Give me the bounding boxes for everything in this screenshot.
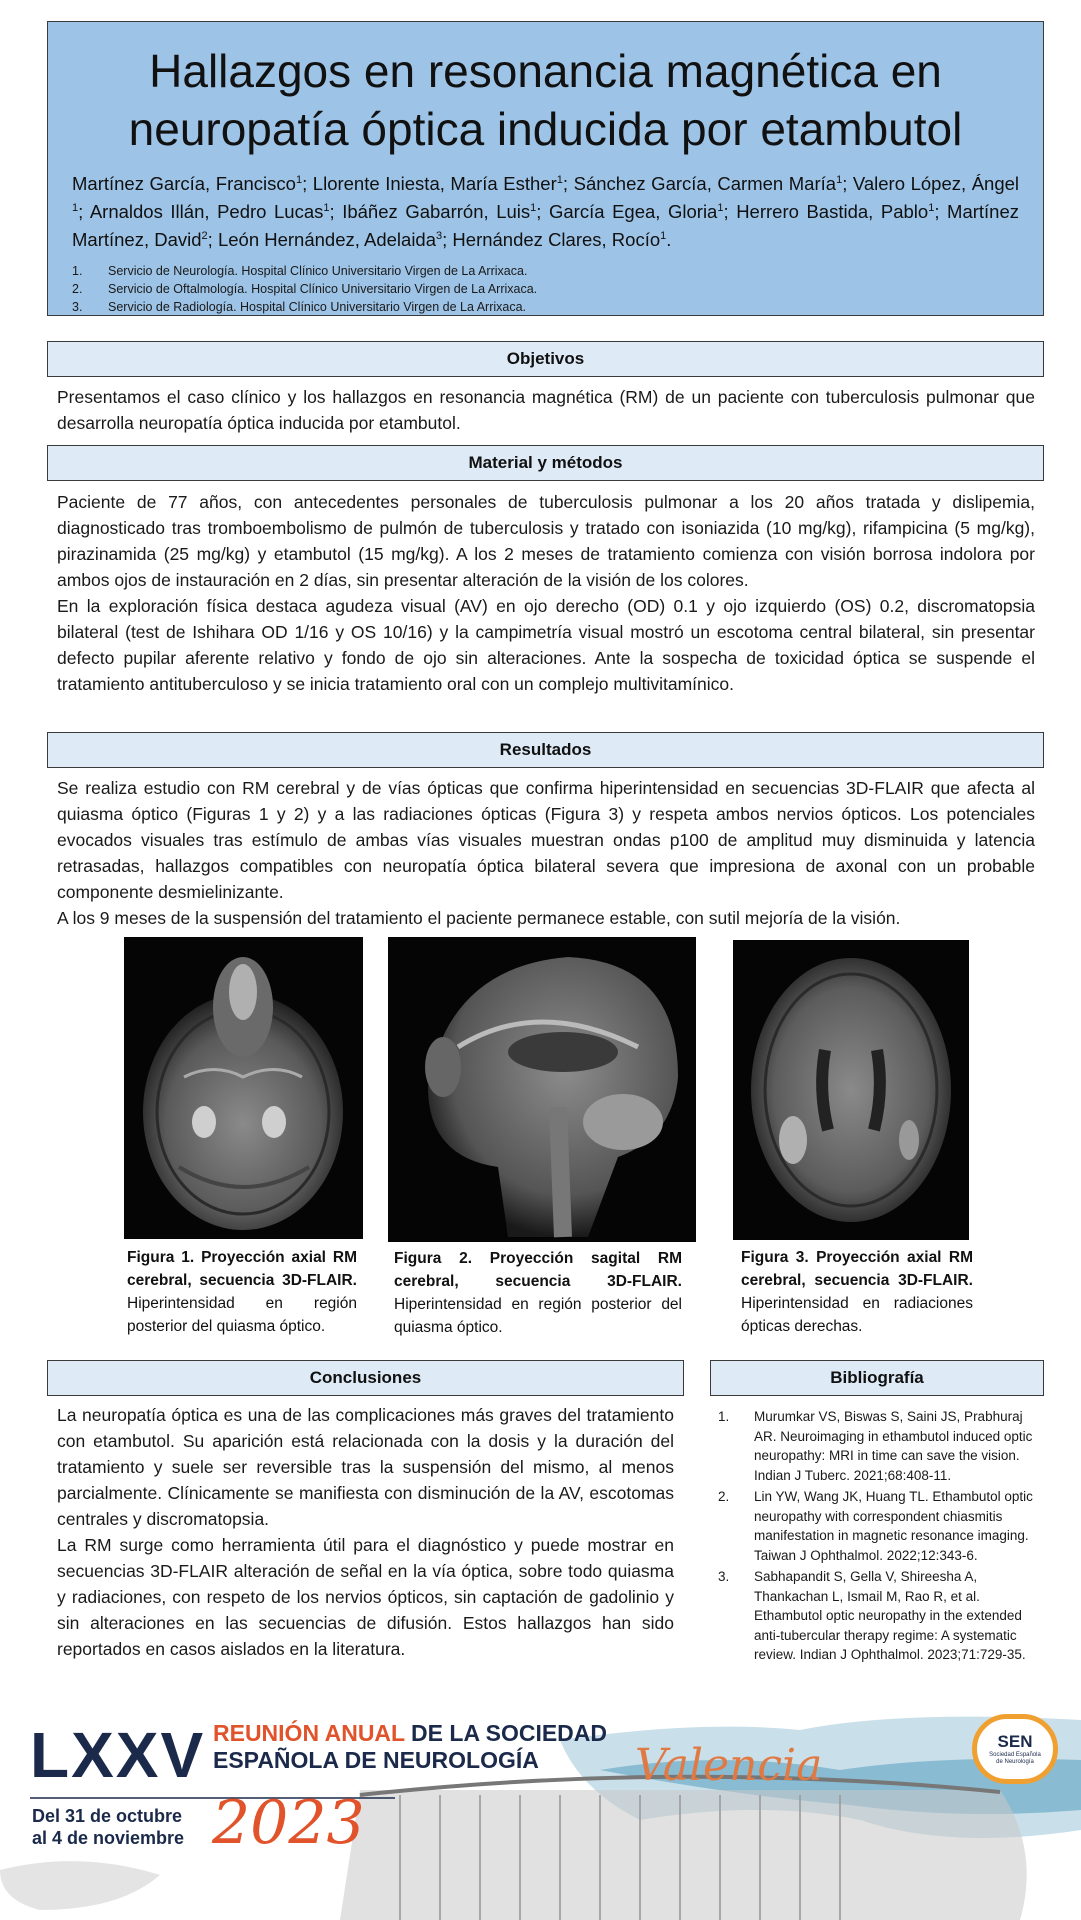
congress-city: Valencia xyxy=(635,1740,823,1791)
figure-1-caption-title: Figura 1. Proyección axial RM cerebral, secuencia 3D-FLAIR. xyxy=(127,1249,357,1289)
author-name: García Egea, Gloria xyxy=(548,201,718,223)
author-name: Martínez Martínez, David xyxy=(72,201,1020,251)
figure-2-caption-text: Hiperintensidad en región posterior del quiasma óptico. xyxy=(394,1296,682,1336)
affiliation-number: 1. xyxy=(72,264,83,279)
objetivos-text xyxy=(57,384,1035,436)
affiliation-item xyxy=(72,280,1043,298)
congress-name-part: ESPAÑOLA DE NEUROLOGÍA xyxy=(213,1747,539,1773)
poster-header xyxy=(47,21,1044,316)
affiliation-text: Servicio de Radiología. Hospital Clínico Universitario Virgen de La Arrixaca. xyxy=(108,300,527,315)
resultados-paragraph-1: Se realiza estudio con RM cerebral y de vías ópticas que confirma hiperintensidad en secuencias 3D-FLAIR que afecta al quiasma óptico (Figuras 1 y 2) y a las radiaciones ópticas (Figura 3) y respeta ambos nervios ópticos. Los potenciales evocados visuales tras estímulo de ambas vías visuales muestran ondas p100 de amplitud muy disminuida y latencia retrasadas, hallazgos compatibles con neuropatía óptica bilateral severa que impresiona de axonal con un probable componente desmielinizante. xyxy=(57,778,1035,902)
figure-3-mri-image xyxy=(733,940,969,1240)
title-line-1: Hallazgos en resonancia magnética en xyxy=(149,45,942,97)
affiliation-item xyxy=(72,298,1043,316)
author-name: Hernández Clares, Rocío xyxy=(452,229,661,251)
congress-dates xyxy=(32,1805,184,1849)
reference-item xyxy=(718,1407,1040,1485)
metodos-paragraph-2: En la exploración física destaca agudeza visual (AV) en ojo derecho (OD) 0.1 y ojo izquierdo (OS) 0.2, discromatopsia bilateral (test de Ishihara OD 1/16 y OS 10/16) y la campimetría visual mostró un escotoma central bilateral, sin presentar defecto pupilar aferente relativo y fondo de ojo sin alteraciones. Ante la sospecha de toxicidad óptica se suspende el tratamiento antituberculoso y se inicia tratamiento oral con un complejo multivitamínico. xyxy=(57,596,1035,694)
metodos-paragraph-1: Paciente de 77 años, con antecedentes personales de tuberculosis pulmonar a los 20 años tratada y dislipemia, diagnosticado tras tromboembolismo de pulmón de tuberculosis y tratado con isoniazida (10 mg/kg), rifampicina (5 mg/kg), pirazinamida (25 mg/kg) y etambutol (15 mg/kg). A los 2 meses de tratamiento comienza con visión borrosa indolora por ambos ojos de instauración en 2 días, sin presentar alteración de la visión de los colores. xyxy=(57,492,1035,590)
sen-logo-subtext-2: de Neurología xyxy=(996,1759,1034,1765)
author-affiliation-number: 2 xyxy=(201,230,208,243)
author-affiliation-number: 1 xyxy=(928,202,935,215)
bibliografia-heading: Bibliografía xyxy=(710,1360,1044,1396)
figure-3-caption-text: Hiperintensidad en radiaciones ópticas derechas. xyxy=(741,1295,973,1335)
author-list: Martínez García, Francisco$^1$; Llorente Iniesta, María Esther$^1$; Sánchez García, Carmen María$^1$; Valero López, Ángel $^1$; Arnaldos Illán, Pedro Lucas$^1$; Ibáñez Gabarrón, Luis$^1$; García Egea, Gloria$^1$; Herrero Bastida, Pablo$^1$; Martínez Martínez, David$^2$; León Hernández, Adelaida$^3$; Hernández Clares, Rocío$^1$. xyxy=(72,173,1020,251)
congress-name-part: DE LA SOCIEDAD xyxy=(404,1720,607,1746)
author-name: Arnaldos Illán, Pedro Lucas xyxy=(89,201,324,223)
affiliation-text: Servicio de Neurología. Hospital Clínico Universitario Virgen de La Arrixaca. xyxy=(108,264,528,279)
author-name: Martínez García, Francisco xyxy=(72,173,296,195)
figure-2-caption-title: Figura 2. Proyección sagital RM cerebral, secuencia 3D-FLAIR. xyxy=(394,1250,682,1290)
reference-text: Sabhapandit S, Gella V, Shireesha A, Thankachan L, Ismail M, Rao R, et al. Ethambutol optic neuropathy in the extended anti-tubercular therapy regime: A systematic review. Indian J Ophthalmol. 2023;71:729-35. xyxy=(754,1569,1026,1662)
conclusiones-paragraph-2: La RM surge como herramienta útil para el diagnóstico y puede mostrar en secuencias 3D-FLAIR alteración de señal en la vía óptica, sobre todo quiasma y radiaciones, con respeto de los nervios ópticos, sin captación de gadolinio y sin alteraciones en las secuencias de difusión. Estos hallazgos han sido reportados en casos aislados en la literatura. xyxy=(57,1535,674,1659)
author-name: Ibáñez Gabarrón, Luis xyxy=(342,201,531,223)
sen-logo-text: SEN xyxy=(997,1732,1033,1751)
figure-2-caption xyxy=(394,1247,682,1339)
affiliation-number: 3. xyxy=(72,300,83,315)
author-name: León Hernández, Adelaida xyxy=(217,229,437,251)
author-affiliation-number: 1 xyxy=(295,174,303,186)
affiliation-number: 2. xyxy=(72,282,83,297)
affiliation-list xyxy=(72,262,1043,316)
author-affiliation-number: 1 xyxy=(836,174,843,186)
figure-1-caption-text: Hiperintensidad en región posterior del quiasma óptico. xyxy=(127,1295,357,1335)
reference-number: 1. xyxy=(718,1409,730,1424)
figure-1-caption xyxy=(127,1246,357,1338)
figure-3-caption-title: Figura 3. Proyección axial RM cerebral, secuencia 3D-FLAIR. xyxy=(741,1249,973,1289)
congress-name-highlight: REUNIÓN ANUAL xyxy=(213,1720,405,1746)
author-affiliation-number: 1 xyxy=(717,202,724,215)
figure-1-mri-image xyxy=(124,937,363,1239)
reference-text: Murumkar VS, Biswas S, Saini JS, Prabhuraj AR. Neuroimaging in ethambutol induced optic neuropathy: MRI in time can save the vision. Indian J Tuberc. 2021;68:408-11. xyxy=(754,1409,1033,1483)
objetivos-paragraph: Presentamos el caso clínico y los hallazgos en resonancia magnética (RM) de un paciente con tuberculosis pulmonar que desarrolla neuropatía óptica inducida por etambutol. xyxy=(57,387,1035,433)
objetivos-heading: Objetivos xyxy=(47,341,1044,377)
conclusiones-heading: Conclusiones xyxy=(47,1360,684,1396)
metodos-heading: Material y métodos xyxy=(47,445,1044,481)
author-affiliation-number: 1 xyxy=(530,202,537,215)
author-name: Valero López, Ángel xyxy=(852,173,1020,195)
affiliation-text: Servicio de Oftalmología. Hospital Clínico Universitario Virgen de La Arrixaca. xyxy=(108,282,538,297)
author-name: Sánchez García, Carmen María xyxy=(573,173,837,195)
poster-title xyxy=(48,42,1043,158)
author-affiliation-number: 3 xyxy=(436,230,443,243)
reference-item xyxy=(718,1487,1040,1565)
congress-name xyxy=(213,1720,607,1774)
author-affiliation-number: 1 xyxy=(556,174,563,186)
sen-logo xyxy=(972,1714,1058,1784)
author-affiliation-number: 1 xyxy=(660,230,667,243)
sen-logo-subtext-1: Sociedad Española xyxy=(989,1752,1041,1758)
metodos-text xyxy=(57,489,1035,697)
title-line-2: neuropatía óptica inducida por etambutol xyxy=(128,103,963,155)
author-affiliation-number: 1 xyxy=(323,202,330,215)
conclusiones-text xyxy=(57,1402,674,1662)
author-affiliation-number: 1 xyxy=(72,202,79,215)
author-name: Llorente Iniesta, María Esther xyxy=(312,173,557,195)
congress-dates-line-2: al 4 de noviembre xyxy=(32,1828,185,1848)
congress-banner xyxy=(0,1700,1081,1920)
resultados-heading: Resultados xyxy=(47,732,1044,768)
resultados-paragraph-2: A los 9 meses de la suspensión del tratamiento el paciente permanece estable, con sutil mejoría de la visión. xyxy=(57,908,901,928)
resultados-text xyxy=(57,775,1035,931)
congress-edition: LXXV xyxy=(30,1719,206,1791)
conclusiones-paragraph-1: La neuropatía óptica es una de las complicaciones más graves del tratamiento con etambutol. Su aparición está relacionada con la dosis y la duración del tratamiento y suele ser reversible tras la suspensión del mismo, al menos parcialmente. Clínicamente se manifiesta con disminución de la AV, escotomas centrales y discromatopsia. xyxy=(57,1405,674,1529)
congress-dates-line-1: Del 31 de octubre xyxy=(32,1806,183,1826)
bibliografia-list xyxy=(718,1407,1040,1667)
reference-item xyxy=(718,1567,1040,1665)
reference-number: 3. xyxy=(718,1569,730,1584)
affiliation-item xyxy=(72,262,1043,280)
figure-2-mri-image xyxy=(388,937,696,1242)
author-name: Herrero Bastida, Pablo xyxy=(736,201,929,223)
congress-year: 2023 xyxy=(212,1788,365,1858)
figure-3-caption xyxy=(741,1246,973,1338)
reference-text: Lin YW, Wang JK, Huang TL. Ethambutol optic neuropathy with correspondent chiasmitis manifestation in magnetic resonance imaging. Taiwan J Ophthalmol. 2022;12:343-6. xyxy=(754,1489,1033,1563)
reference-number: 2. xyxy=(718,1489,730,1504)
